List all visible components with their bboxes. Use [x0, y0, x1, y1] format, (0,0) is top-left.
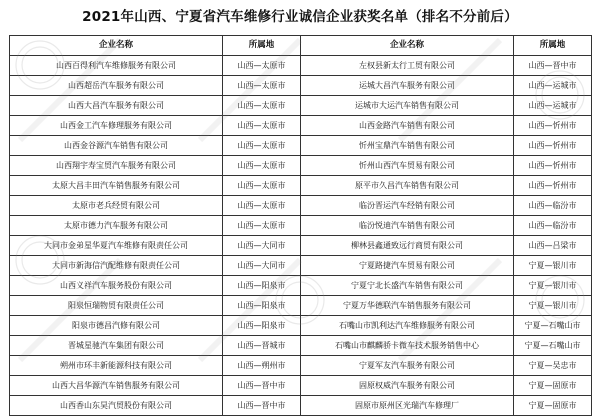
cell-location-right: 山西—吕梁市	[514, 236, 592, 256]
cell-company-left: 太原市德力汽车服务有限公司	[10, 216, 223, 236]
cell-location-left: 山西—阳泉市	[223, 276, 301, 296]
page-title: 2021年山西、宁夏省汽车维修行业诚信企业获奖名单（排名不分前后）	[82, 9, 518, 25]
table-row	[10, 136, 592, 156]
cell-company-right: 宁夏宁北长盛汽车销售有限公司	[301, 276, 514, 296]
cell-location-left: 山西—阳泉市	[223, 296, 301, 316]
cell-location-left: 山西—阳泉市	[223, 316, 301, 336]
cell-location-left: 山西—朔州市	[223, 356, 301, 376]
cell-location-left: 山西—太原市	[223, 196, 301, 216]
cell-location-left: 山西—太原市	[223, 56, 301, 76]
cell-company-right: 忻州宝鼎汽车销售有限公司	[301, 136, 514, 156]
table-row	[10, 316, 592, 336]
cell-company-right: 宁夏军友汽车服务有限公司	[301, 356, 514, 376]
cell-location-right: 宁夏—银川市	[514, 276, 592, 296]
cell-location-right: 山西—临汾市	[514, 196, 592, 216]
cell-location-right: 宁夏—固原市	[514, 376, 592, 396]
cell-location-right: 山西—忻州市	[514, 116, 592, 136]
cell-location-left: 山西—太原市	[223, 176, 301, 196]
table-row	[10, 276, 592, 296]
cell-company-left: 晋城星驰汽车集团有限公司	[10, 336, 223, 356]
table-header-row	[10, 36, 592, 56]
table-row	[10, 56, 592, 76]
cell-location-right: 山西—运城市	[514, 96, 592, 116]
cell-location-left: 山西—晋中市	[223, 396, 301, 416]
table-row	[10, 236, 592, 256]
table-row	[10, 96, 592, 116]
cell-location-right: 山西—临汾市	[514, 216, 592, 236]
cell-company-right: 石嘴山市麒麟骄卡微车技术服务销售中心	[301, 336, 514, 356]
cell-location-left: 山西—晋中市	[223, 376, 301, 396]
table-row	[10, 176, 592, 196]
table-row	[10, 336, 592, 356]
cell-company-left: 山西金工汽车修理服务有限公司	[10, 116, 223, 136]
table-row	[10, 196, 592, 216]
cell-location-right: 宁夏—吴忠市	[514, 356, 592, 376]
cell-location-left: 山西—大同市	[223, 256, 301, 276]
cell-company-right: 宁夏路捷汽车贸易有限公司	[301, 256, 514, 276]
cell-location-right: 山西—忻州市	[514, 156, 592, 176]
cell-company-left: 太原市老兵经贸有限公司	[10, 196, 223, 216]
cell-location-left: 山西—太原市	[223, 116, 301, 136]
cell-company-left: 朔州市环丰新能源科技有限公司	[10, 356, 223, 376]
cell-location-left: 山西—太原市	[223, 96, 301, 116]
cell-company-right: 运城大昌汽车服务有限公司	[301, 76, 514, 96]
cell-location-right: 宁夏—石嘴山市	[514, 336, 592, 356]
table-row	[10, 156, 592, 176]
cell-location-right: 宁夏—石嘴山市	[514, 316, 592, 336]
cell-company-left: 山西超岳汽车服务有限公司	[10, 76, 223, 96]
cell-company-left: 山西金谷源汽车销售有限公司	[10, 136, 223, 156]
table-row	[10, 116, 592, 136]
cell-company-right: 临汾晋运汽车经销有限公司	[301, 196, 514, 216]
cell-company-right: 宁夏万华德联汽车销售服务有限公司	[301, 296, 514, 316]
cell-company-left: 山西大昌汽车服务有限公司	[10, 96, 223, 116]
cell-company-right: 原平市久昌汽车销售有限公司	[301, 176, 514, 196]
cell-company-right: 忻州山西汽车贸易有限公司	[301, 156, 514, 176]
cell-company-left: 山西大昌华源汽车销售服务有限公司	[10, 376, 223, 396]
cell-location-right: 山西—晋中市	[514, 56, 592, 76]
cell-company-left: 山西翔宇寿宝贸汽车服务有限公司	[10, 156, 223, 176]
cell-company-right: 临汾悦迪汽车销售有限公司	[301, 216, 514, 236]
cell-company-right: 柳林县鑫通致远行商贸有限公司	[301, 236, 514, 256]
table-row	[10, 376, 592, 396]
cell-company-right: 山西金路汽车销售有限公司	[301, 116, 514, 136]
cell-location-left: 山西—太原市	[223, 156, 301, 176]
table-row	[10, 216, 592, 236]
table-row	[10, 76, 592, 96]
header-location-left: 所属地	[223, 36, 301, 56]
cell-company-right: 固原市原州区光瑞汽车修理厂	[301, 396, 514, 416]
cell-company-left: 大同市金弟星华夏汽车维修有限责任公司	[10, 236, 223, 256]
cell-location-left: 山西—晋城市	[223, 336, 301, 356]
cell-company-left: 山西百得利汽车维修服务有限公司	[10, 56, 223, 76]
cell-company-left: 太原大昌丰田汽车销售服务有限公司	[10, 176, 223, 196]
cell-company-right: 运城市大运汽车销售有限公司	[301, 96, 514, 116]
cell-company-left: 大同市新海信汽配维修有限责任公司	[10, 256, 223, 276]
table-row	[10, 296, 592, 316]
cell-location-right: 山西—运城市	[514, 76, 592, 96]
cell-location-right: 山西—忻州市	[514, 176, 592, 196]
cell-location-right: 宁夏—银川市	[514, 256, 592, 276]
header-location-right: 所属地	[514, 36, 592, 56]
cell-company-right: 左权县新太行工贸有限公司	[301, 56, 514, 76]
cell-location-right: 山西—忻州市	[514, 136, 592, 156]
cell-company-left: 阳泉恒瑞物贸有限责任公司	[10, 296, 223, 316]
table-row	[10, 256, 592, 276]
cell-company-left: 阳泉市德昌汽修有限公司	[10, 316, 223, 336]
cell-location-left: 山西—太原市	[223, 76, 301, 96]
cell-location-right: 宁夏—银川市	[514, 296, 592, 316]
cell-company-right: 石嘴山市凯利达汽车维修服务有限公司	[301, 316, 514, 336]
cell-company-left: 山西义祥汽车服务股份有限公司	[10, 276, 223, 296]
table-row	[10, 396, 592, 416]
cell-company-left: 山西香山东昊汽贸股份有限公司	[10, 396, 223, 416]
table-row	[10, 356, 592, 376]
cell-company-right: 固原权威汽车服务有限公司	[301, 376, 514, 396]
award-table	[9, 35, 592, 416]
header-company-left: 企业名称	[10, 36, 223, 56]
cell-location-right: 宁夏—固原市	[514, 396, 592, 416]
cell-location-left: 山西—大同市	[223, 236, 301, 256]
cell-location-left: 山西—太原市	[223, 136, 301, 156]
header-company-right: 企业名称	[301, 36, 514, 56]
cell-location-left: 山西—太原市	[223, 216, 301, 236]
